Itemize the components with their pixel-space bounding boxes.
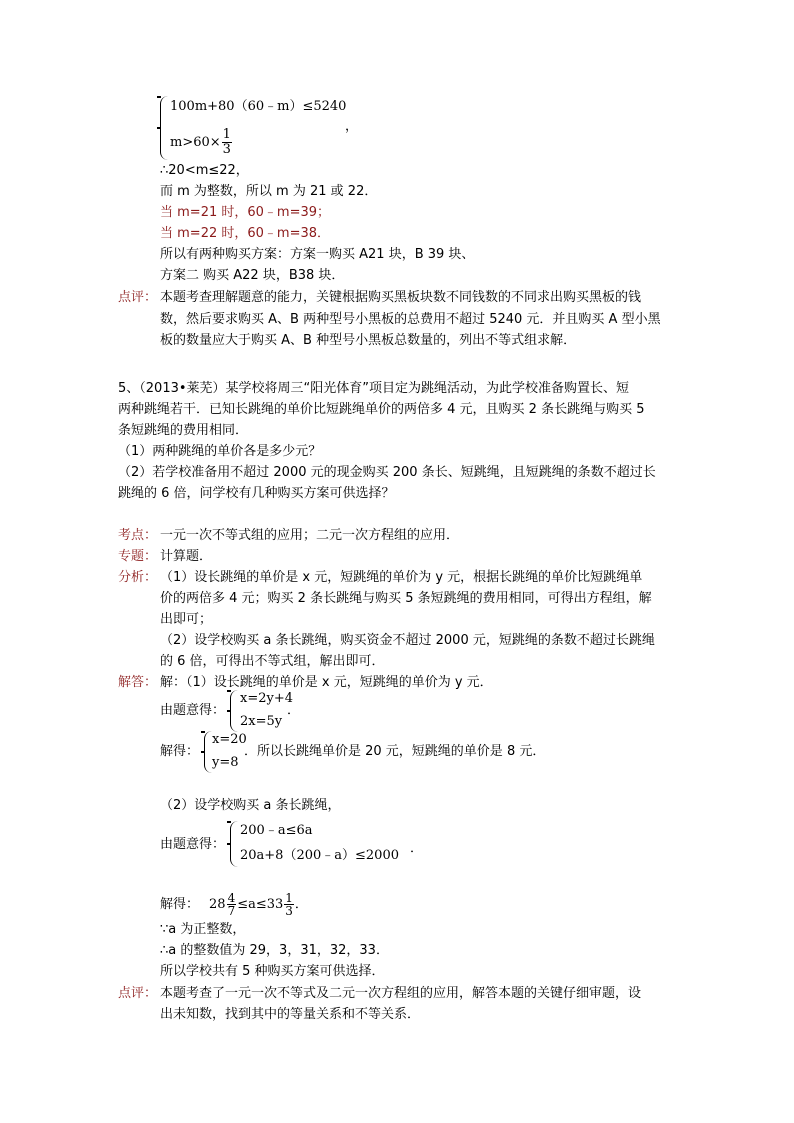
equation-system-1-eq1: x=2y+4 — [240, 691, 294, 706]
problem-5-question-1: （1）两种跳绳的单价各是多少元？ — [118, 444, 322, 459]
problem-5-line-1: 5、（2013•莱芜）某学校将周三“阳光体育”项目定为跳绳活动，为此学校准备购置长、短 — [118, 381, 629, 396]
system-equation-2: m>60× $\frac{1}{3}$ — [170, 127, 231, 157]
equation-system-1-brace — [230, 690, 238, 732]
answer-jiede-1: 解得： — [160, 744, 200, 759]
kaodian-label: 考点： — [118, 528, 158, 543]
answer-label: 解答： — [118, 675, 158, 690]
comment-label: 点评： — [118, 290, 158, 305]
answer-conclusion: 所以学校共有 5 种购买方案可供选择． — [160, 964, 385, 979]
fenxi-line-2: 价的两倍多 4 元；购买 2 条长跳绳与购买 5 条短跳绳的费用相同，可得出方程组，解 — [160, 591, 652, 606]
problem-5-line-2: 两种跳绳若干．已知长跳绳的单价比短跳绳单价的两倍多 4 元，且购买 2 条长跳绳与购买 5 — [118, 402, 645, 417]
comment-line-2: 数，然后要求购买 A、B 两种型号小黑板的总费用不超过 5240 元．并且购买 A 型小黑 — [160, 312, 661, 327]
fenxi-line-5: 的 6 倍，可得出不等式组，解出即可． — [160, 654, 385, 669]
solution-line-m22: 当 m=22 时，60﹣m=38． — [160, 226, 331, 241]
fenxi-line-1: （1）设长跳绳的单价是 x 元，短跳绳的单价为 y 元，根据长跳绳的单价比短跳绳单 — [160, 570, 643, 585]
fenxi-label: 分析： — [118, 570, 158, 585]
zhuanti-text: 计算题． — [160, 549, 213, 564]
zhuanti-label: 专题： — [118, 549, 158, 564]
fraction-one-third-b: $\frac{1}{3}$ — [285, 891, 293, 918]
equation-system-1-dot: ． — [287, 703, 301, 718]
inequality-system-brace — [160, 96, 168, 160]
answer-since: ∵a 为正整数， — [160, 922, 246, 937]
answer-result-1: ．所以长跳绳单价是 20 元，短跳绳的单价是 8 元． — [244, 744, 546, 759]
answer-line-1: 解：（1）设长跳绳的单价是 x 元，短跳绳的单价为 y 元． — [160, 675, 493, 690]
solution-line-plan2: 方案二 购买 A22 块，B38 块． — [160, 268, 345, 283]
answer-part-2: （2）设学校购买 a 条长跳绳， — [160, 798, 341, 813]
solution-system-y: y=8 — [212, 755, 239, 770]
equation-system-1-eq2: 2x=5y — [240, 714, 283, 729]
solution-system-brace — [204, 731, 212, 773]
solution-line-plan1: 所以有两种购买方案：方案一购买 A21 块，B 39 块、 — [160, 247, 475, 262]
answer-therefore: ∴a 的整数值为 29，3，31，32，33． — [160, 943, 389, 958]
comment-line-3: 板的数量应大于购买 A、B 种型号小黑板总数量的，列出不等式组求解． — [160, 333, 577, 348]
fraction-four-sevenths: $\frac{4}{7}$ — [227, 891, 236, 918]
final-comment-line-2: 出未知数，找到其中的等量关系和不等关系． — [160, 1007, 421, 1022]
answer-yiti-2: 由题意得： — [160, 837, 226, 852]
fenxi-line-4: （2）设学校购买 a 条长跳绳，购买资金不超过 2000 元，短跳绳的条数不超过长跳绳 — [160, 633, 655, 648]
fenxi-line-3: 出即可； — [160, 612, 213, 627]
solution-line-integer: 而 m 为整数，所以 m 为 21 或 22． — [160, 184, 378, 199]
final-comment-label: 点评： — [118, 986, 158, 1001]
solution-line-m21: 当 m=21 时，60﹣m=39； — [160, 205, 331, 220]
problem-5-question-2b: 跳绳的 6 倍，问学校有几种购买方案可供选择？ — [118, 486, 395, 501]
solution-line-range: ∴20<m≤22， — [160, 163, 249, 178]
final-comment-line-1: 本题考查了一元一次不等式及二元一次方程组的应用，解答本题的关键仔细审题，设 — [160, 986, 642, 1001]
inequality-system-2-eq1: 200﹣a≤6a — [240, 823, 313, 838]
system-equation-1: 100m+80（60﹣m）≤5240 — [170, 99, 347, 114]
kaodian-text: 一元一次不等式组的应用；二元一次方程组的应用． — [160, 528, 460, 543]
answer-yiti-1: 由题意得： — [160, 703, 226, 718]
system-comma: ， — [345, 119, 359, 134]
inequality-system-2-eq2: 20a+8（200﹣a）≤2000 — [240, 848, 399, 863]
inequality-system-2-dot: ． — [410, 841, 424, 856]
solution-system-x: x=20 — [212, 732, 247, 747]
comment-line-1: 本题考查理解题意的能力，关键根据购买黑板块数不同钱数的不同求出购买黑板的钱 — [160, 290, 642, 305]
inequality-system-2-brace — [230, 821, 238, 867]
fraction-one-third: $\frac{1}{3}$ — [222, 127, 231, 157]
answer-jiede-2: 解得： 28 $\frac{4}{7}$ ≤a≤33 $\frac{1}{3}$ ． — [160, 891, 308, 918]
problem-5-question-2a: （2）若学校准备用不超过 2000 元的现金购买 200 条长、短跳绳，且短跳绳的条数不超过长 — [118, 465, 656, 480]
problem-5-line-3: 条短跳绳的费用相同． — [118, 423, 249, 438]
